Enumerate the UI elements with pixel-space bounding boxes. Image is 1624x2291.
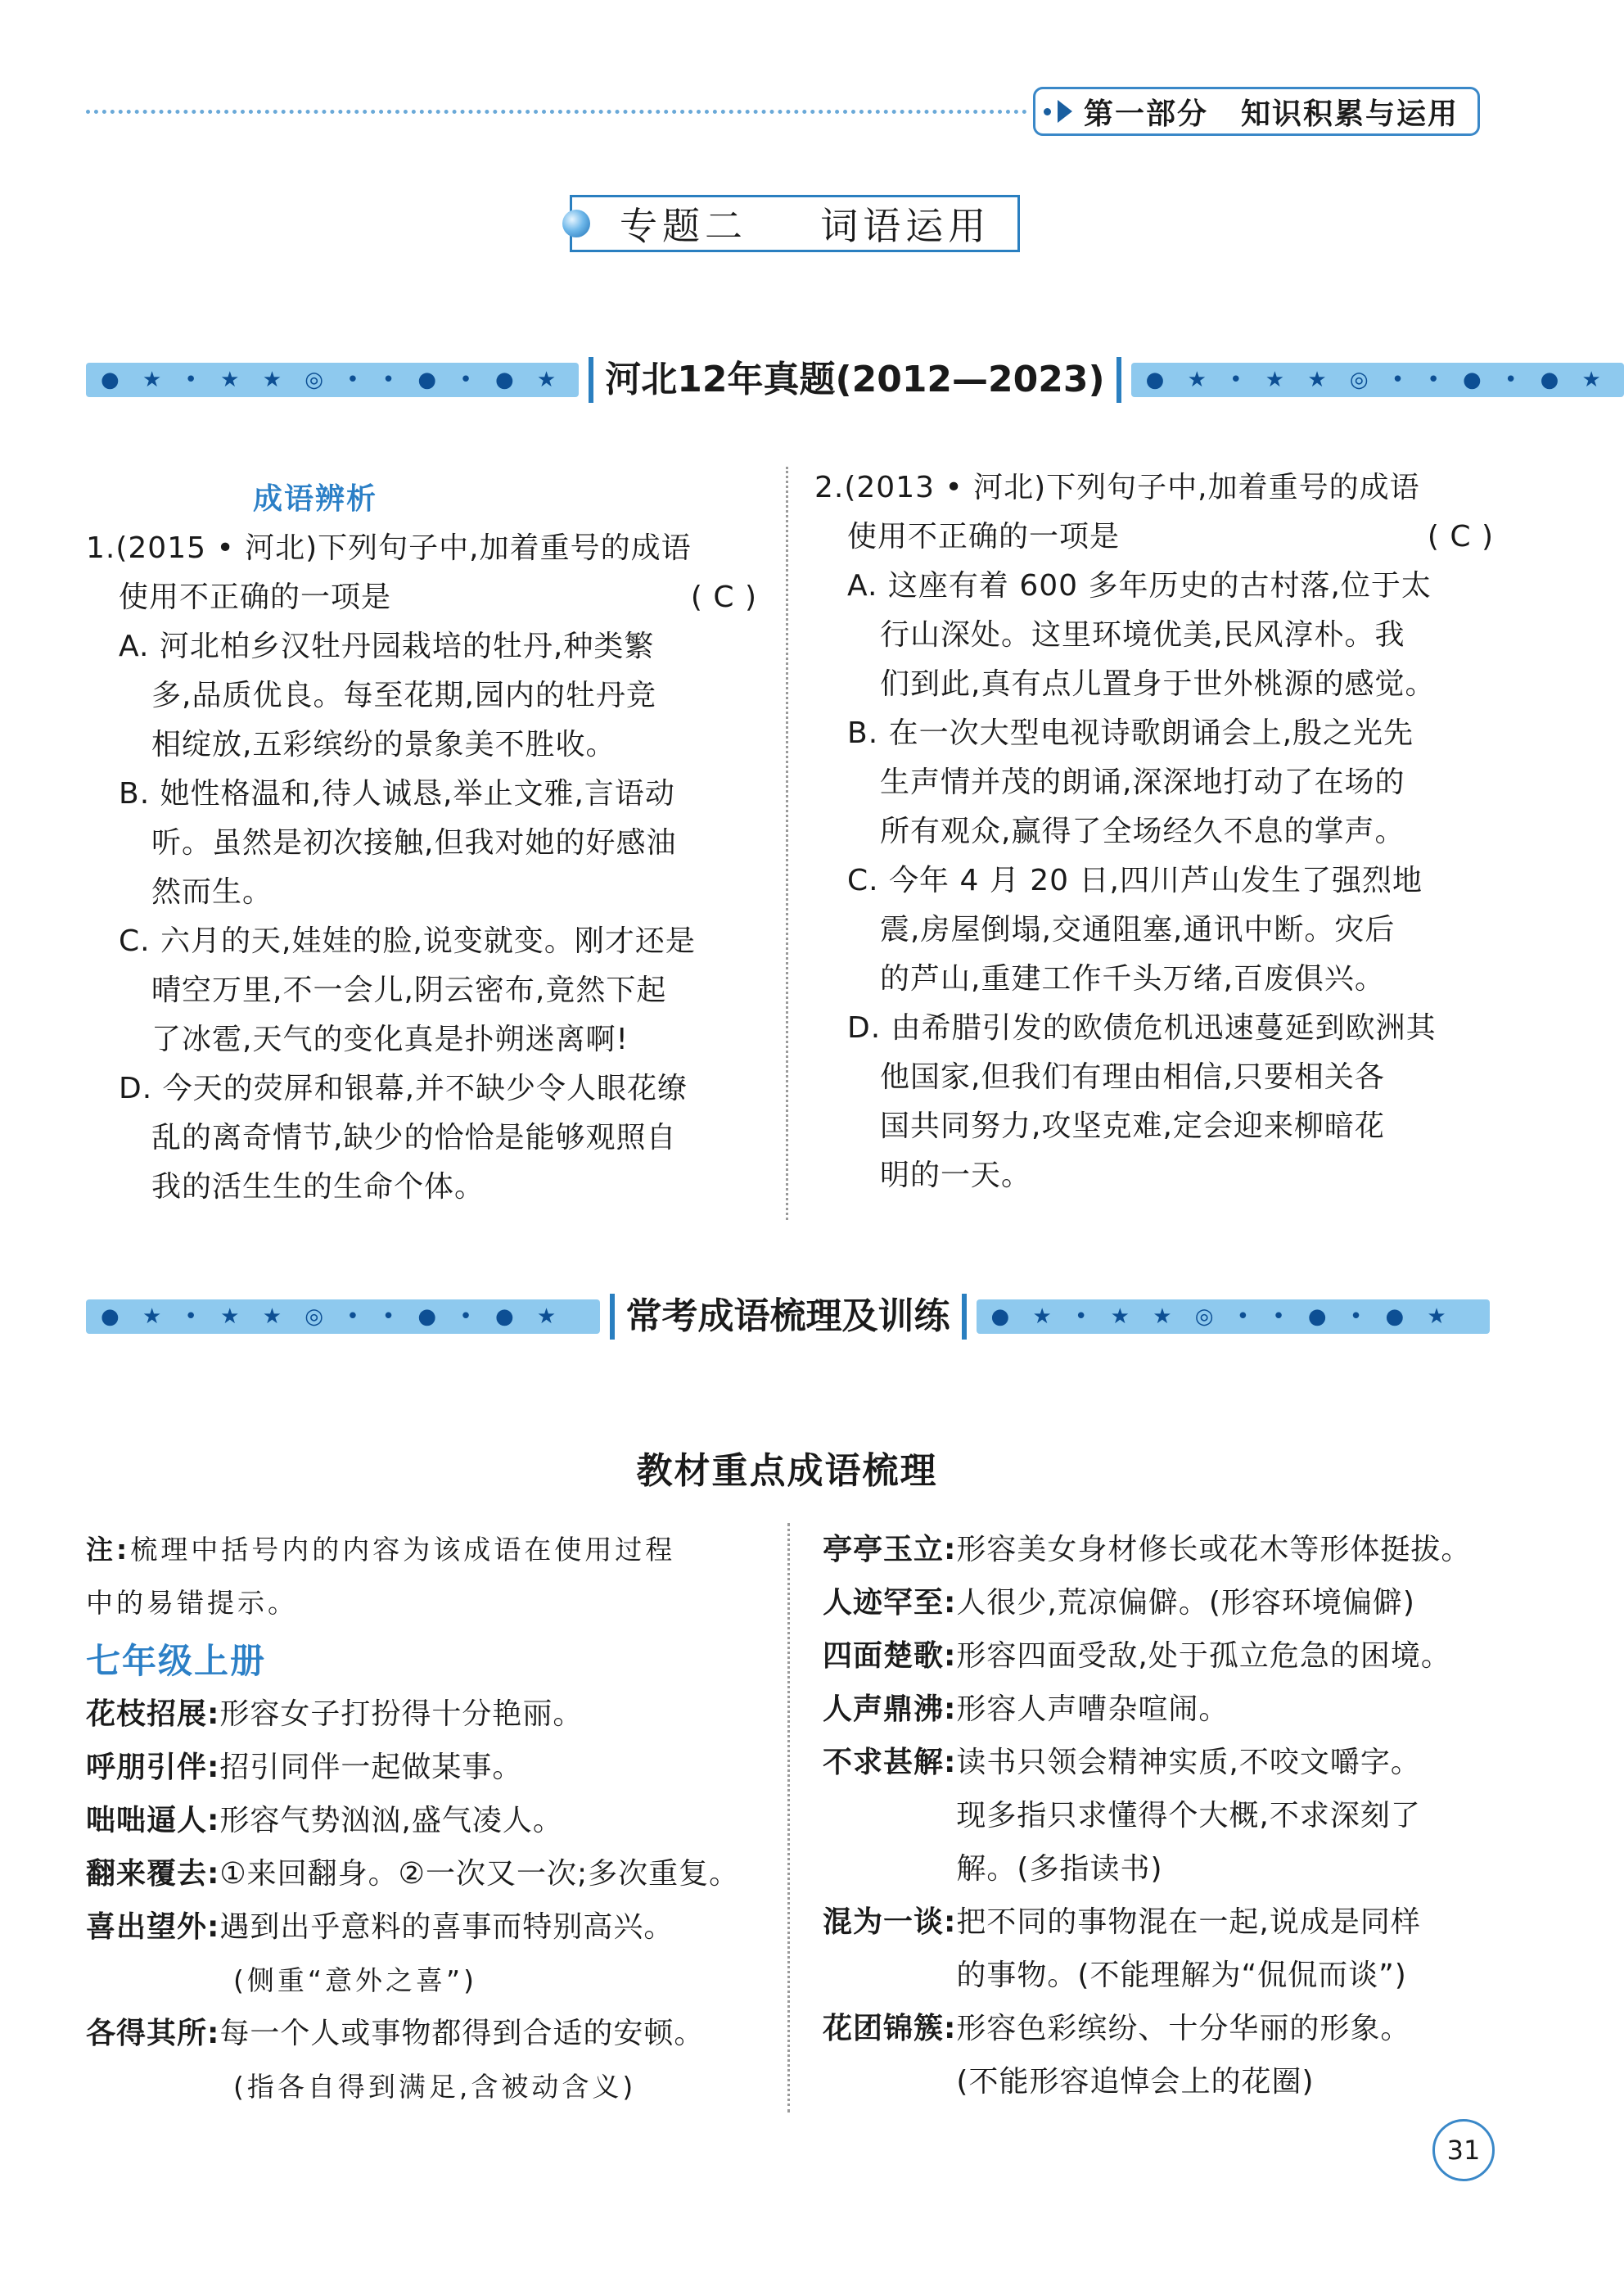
idiom-definition-line: 把不同的事物混在一起,说成是同样	[956, 1905, 1421, 1939]
right-entry-list	[823, 1523, 1494, 2108]
arrow-right-icon	[1058, 100, 1072, 123]
idiom-term: 花枝招展:	[86, 1697, 220, 1731]
idiom-definition-line: 形容美女身材修长或花木等形体挺拔。	[956, 1533, 1472, 1566]
idiom-term: 混为一谈:	[823, 1905, 957, 1939]
idiom-entry	[86, 1688, 765, 1741]
q1-option-a: A. 河北柏乡汉牡丹园栽培的牡丹,种类繁 多,品质优良。每至花期,园内的牡丹竞 相绽放,五彩缤纷的景象美不胜收。	[119, 630, 656, 761]
banner-title: 河北12年真题(2012—2023)	[589, 357, 1121, 403]
idiom-definition: 遇到出乎意料的喜事而特别高兴。	[219, 1910, 674, 1944]
q2-answer: ( C )	[1427, 520, 1494, 554]
idiom-definition: 形容女子打扮得十分艳丽。	[219, 1697, 584, 1731]
idiom-definition-line: 现多指只求懂得个大概,不求深刻了	[956, 1799, 1421, 1832]
idiom-entry	[86, 1847, 765, 1900]
idiom-term: 花团锦簇:	[823, 2012, 957, 2045]
idiom-definition-line: 解。(多指读书)	[956, 1852, 1163, 1886]
idiom-entry	[823, 1523, 1494, 1576]
q1-option-c: C. 六月的天,娃娃的脸,说变就变。刚才还是 晴空万里,不一会儿,阴云密布,竟然下起 了冰雹,天气的变化真是扑朔迷离啊!	[119, 924, 696, 1056]
q1-stem-line1: 1.(2015 • 河北)下列句子中,加着重号的成语	[86, 531, 692, 565]
section-banner-idioms	[86, 1294, 1490, 1340]
idiom-entry	[86, 1794, 765, 1847]
idiom-entry	[86, 1900, 765, 1954]
idiom-term: 亭亭玉立:	[823, 1533, 957, 1566]
idiom-term: 人迹罕至:	[823, 1586, 957, 1620]
idiom-definition-line: (不能形容追悼会上的花圈)	[956, 2065, 1315, 2099]
idiom-entry	[823, 1683, 1494, 1736]
idiom-definition: 形容气势汹汹,盛气凌人。	[219, 1804, 563, 1837]
blue-ball-icon	[562, 210, 590, 237]
idiom-term: 喜出望外:	[86, 1910, 220, 1944]
note-text: 梳理中括号内的内容为该成语在使用过程	[130, 1534, 676, 1566]
idiom-entry	[823, 1576, 1494, 1629]
subhead-idiom-analysis: 成语辨析	[252, 482, 377, 516]
q1-stem-line2: 使用不正确的一项是	[119, 581, 392, 614]
column-divider	[786, 467, 788, 1220]
idiom-term: 翻来覆去:	[86, 1857, 220, 1891]
q2-option-d: D. 由希腊引发的欧债危机迅速蔓延到欧洲其 他国家,但我们有理由相信,只要相关各 国共同努力,攻坚克难,定会迎来柳暗花 明的一天。	[847, 1011, 1437, 1192]
question-2	[814, 463, 1494, 1200]
header-title: 知识积累与运用	[1241, 97, 1459, 131]
bullet-dot-icon	[1044, 108, 1051, 115]
page-number: 31	[1432, 2119, 1495, 2181]
banner-decoration-left: ● ★ • ★ ★ ◎ • • ● • ● ★	[86, 363, 579, 397]
idiom-entry	[86, 2007, 765, 2060]
idiom-term: 各得其所:	[86, 2017, 220, 2050]
note-text-2: 中的易错提示。	[86, 1587, 298, 1619]
column-divider-2	[787, 1523, 790, 2113]
left-entry-list	[86, 1688, 765, 2113]
idiom-definition-line: 的事物。(不能理解为“侃侃而谈”)	[956, 1959, 1407, 1992]
idiom-hint: (指各自得到满足,含被动含义)	[233, 2071, 637, 2103]
q1-option-d: D. 今天的荧屏和银幕,并不缺少令人眼花缭 乱的离奇情节,缺少的恰恰是能够观照自 我的活生生的生命个体。	[119, 1072, 688, 1204]
idiom-definition-line: 读书只领会精神实质,不咬文嚼字。	[956, 1746, 1421, 1779]
q2-stem-line1: 2.(2013 • 河北)下列句子中,加着重号的成语	[814, 471, 1420, 504]
subsection-title: 教材重点成语梳理	[636, 1450, 938, 1492]
idiom-definition: 每一个人或事物都得到合适的安顿。	[219, 2017, 705, 2050]
idiom-definition: ①来回翻身。②一次又一次;多次重复。	[219, 1857, 740, 1891]
banner-decoration-left: ● ★ • ★ ★ ◎ • • ● • ● ★	[86, 1299, 600, 1334]
glossary-right	[823, 1523, 1494, 2108]
q1-answer: ( C )	[690, 581, 757, 614]
idiom-entry	[86, 1741, 765, 1794]
idiom-term: 呼朋引伴:	[86, 1751, 220, 1784]
idiom-definition-line: 形容四面受敌,处于孤立危急的困境。	[956, 1639, 1451, 1673]
banner-decoration-right: ● ★ • ★ ★ ◎ • • ● • ● ★	[977, 1299, 1491, 1334]
banner-title: 常考成语梳理及训练	[610, 1294, 967, 1340]
topic-title: 专题二 词语运用	[620, 204, 991, 248]
banner-decoration-right: ● ★ • ★ ★ ◎ • • ● • ● ★	[1131, 363, 1624, 397]
idiom-entry	[823, 1896, 1494, 2002]
question-1	[86, 475, 757, 1212]
idiom-entry	[823, 1736, 1494, 1896]
idiom-term: 人声鼎沸:	[823, 1692, 957, 1726]
header-dotted-line	[86, 110, 1027, 114]
grade-heading: 七年级上册	[86, 1641, 267, 1681]
header-part: 第一部分	[1084, 97, 1209, 131]
idiom-hint: (侧重“意外之喜”)	[233, 1964, 477, 1996]
q2-option-b: B. 在一次大型电视诗歌朗诵会上,殷之光先 生声情并茂的朗诵,深深地打动了在场的 所有观众,赢得了全场经久不息的掌声。	[847, 716, 1414, 848]
idiom-definition-line: 形容人声嘈杂喧闹。	[956, 1692, 1229, 1726]
q1-option-b: B. 她性格温和,待人诚恳,举止文雅,言语动 听。虽然是初次接触,但我对她的好感油 然而生。	[119, 777, 677, 909]
q2-option-a: A. 这座有着 600 多年历史的古村落,位于太 行山深处。这里环境优美,民风淳朴。我 们到此,真有点儿置身于世外桃源的感觉。	[847, 569, 1436, 701]
idiom-entry	[823, 1629, 1494, 1683]
q2-stem-line2: 使用不正确的一项是	[847, 520, 1121, 554]
header-part-label	[1033, 87, 1480, 136]
idiom-term: 四面楚歌:	[823, 1639, 957, 1673]
q2-option-c: C. 今年 4 月 20 日,四川芦山发生了强烈地 震,房屋倒塌,交通阻塞,通讯中断。灾后 的芦山,重建工作千头万绪,百废俱兴。	[847, 864, 1423, 996]
idiom-term: 不求甚解:	[823, 1746, 957, 1779]
topic-title-box	[570, 195, 1020, 252]
idiom-term: 咄咄逼人:	[86, 1804, 220, 1837]
glossary-left	[86, 1523, 765, 2113]
note-label: 注:	[86, 1534, 131, 1566]
section-banner-real-exams	[86, 357, 1609, 403]
idiom-definition-line: 人很少,荒凉偏僻。(形容环境偏僻)	[956, 1586, 1415, 1620]
idiom-definition-line: 形容色彩缤纷、十分华丽的形象。	[956, 2012, 1411, 2045]
idiom-definition: 招引同伴一起做某事。	[219, 1751, 523, 1784]
idiom-entry	[823, 2002, 1494, 2108]
